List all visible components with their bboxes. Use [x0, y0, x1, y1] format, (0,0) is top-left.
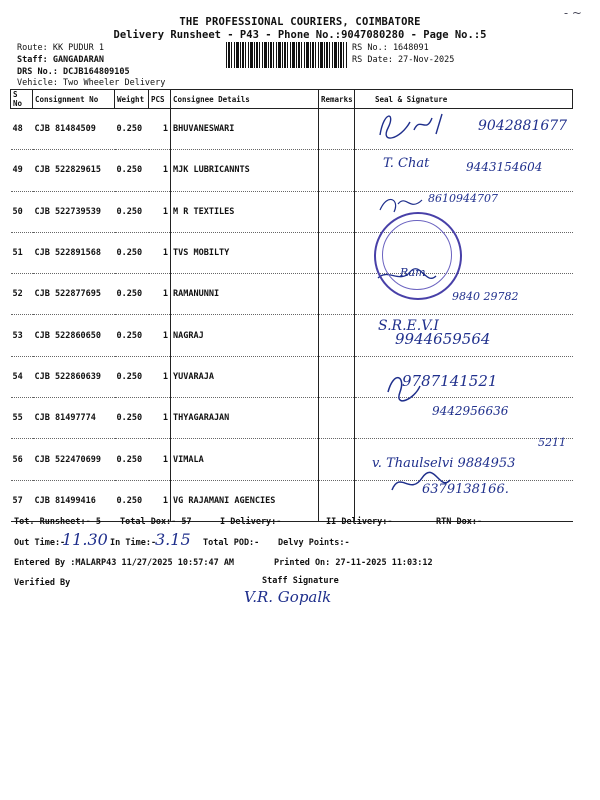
cell-consignee: MJK LUBRICANNTS — [171, 150, 319, 191]
delvy-points: Delvy Points:- — [278, 538, 350, 548]
total-pod: Total POD:- — [203, 538, 260, 548]
cell-sno: 57 — [11, 480, 33, 521]
col-pcs: PCS — [149, 90, 171, 109]
hw-name-49: T. Chat — [383, 156, 430, 171]
rs-number: RS No.: 1648091 — [352, 43, 429, 53]
cell-sno: 53 — [11, 315, 33, 356]
cell-cno: CJB 522891568 — [33, 232, 115, 273]
cell-remarks — [319, 150, 355, 191]
col-sno: S No — [11, 90, 33, 109]
cell-consignee: THYAGARAJAN — [171, 398, 319, 439]
cell-sno: 50 — [11, 191, 33, 232]
verified-by: Verified By — [14, 578, 71, 588]
cell-weight: 0.250 — [115, 232, 149, 273]
cell-cno: CJB 81497774 — [33, 398, 115, 439]
hw-phone-49: 9443154604 — [466, 160, 543, 174]
cell-cno: CJB 522860650 — [33, 315, 115, 356]
cell-weight: 0.250 — [115, 480, 149, 521]
cell-sno: 56 — [11, 439, 33, 480]
cell-pcs: 1 — [149, 150, 171, 191]
cell-cno: CJB 522829615 — [33, 150, 115, 191]
cell-sno: 51 — [11, 232, 33, 273]
i-delivery: I Delivery:- — [220, 517, 282, 527]
hw-phone-53: 9944659564 — [395, 330, 491, 348]
cell-cno: CJB 81484509 — [33, 109, 115, 150]
rs-date: RS Date: 27-Nov-2025 — [352, 55, 455, 65]
ii-delivery: II Delivery:- — [326, 517, 393, 527]
out-time-value: 11.30 — [62, 530, 108, 549]
hw-phone-55: 9442956636 — [432, 404, 509, 418]
cell-pcs: 1 — [149, 274, 171, 315]
cell-cno: CJB 522739539 — [33, 191, 115, 232]
runsheet-subtitle: Delivery Runsheet - P43 - Phone No.:9047080280 - Page No.:5 — [113, 29, 487, 41]
entered-by: Entered By :MALARP43 11/27/2025 10:57:47 AM — [14, 558, 235, 568]
cell-consignee: VG RAJAMANI AGENCIES — [171, 480, 319, 521]
barcode — [226, 42, 348, 68]
cell-consignee: YUVARAJA — [171, 356, 319, 397]
cell-consignee: TVS MOBILTY — [171, 232, 319, 273]
col-remarks: Remarks — [319, 90, 355, 109]
hw-phone-50: 8610944707 — [428, 192, 498, 205]
cell-pcs: 1 — [149, 480, 171, 521]
hw-note-56: 5211 — [538, 436, 566, 449]
cell-remarks — [319, 191, 355, 232]
cell-weight: 0.250 — [115, 398, 149, 439]
col-consignee: Consignee Details — [171, 90, 319, 109]
rtn-dox: RTN Dox:- — [436, 517, 483, 527]
out-time-label: Out Time:- — [14, 538, 66, 548]
col-signature: Seal & Signature — [355, 90, 573, 109]
cell-pcs: 1 — [149, 232, 171, 273]
cell-consignee: RAMANUNNI — [171, 274, 319, 315]
hw-phone-54: 9787141521 — [402, 372, 498, 390]
col-weight: Weight — [115, 90, 149, 109]
cell-consignee: BHUVANESWARI — [171, 109, 319, 150]
cell-weight: 0.250 — [115, 191, 149, 232]
staff-signature-value: V.R. Gopalk — [244, 588, 332, 606]
cell-sno: 52 — [11, 274, 33, 315]
cell-consignee: M R TEXTILES — [171, 191, 319, 232]
cell-pcs: 1 — [149, 398, 171, 439]
cell-pcs: 1 — [149, 439, 171, 480]
cell-sno: 54 — [11, 356, 33, 397]
hw-phone-57: 6379138166. — [422, 482, 509, 497]
tot-runsheet: Tot. Runsheet:- 5 — [14, 517, 101, 527]
staff-label: Staff: GANGADARAN — [17, 55, 104, 65]
cell-weight: 0.250 — [115, 109, 149, 150]
hw-phone-48: 9042881677 — [478, 118, 568, 134]
total-dox: Total Dox:- 57 — [120, 517, 192, 527]
cell-remarks — [319, 315, 355, 356]
cell-remarks — [319, 109, 355, 150]
cell-weight: 0.250 — [115, 274, 149, 315]
cell-remarks — [319, 480, 355, 521]
cell-cno: CJB 81499416 — [33, 480, 115, 521]
hw-name-53: S.R.E.V.I — [378, 318, 439, 334]
cell-pcs: 1 — [149, 109, 171, 150]
cell-remarks — [319, 356, 355, 397]
company-title: THE PROFESSIONAL COURIERS, COIMBATORE — [179, 16, 421, 28]
printed-on: Printed On: 27-11-2025 11:03:12 — [274, 558, 433, 568]
cell-pcs: 1 — [149, 191, 171, 232]
seal-stamp-inner — [382, 220, 452, 290]
in-time-label: In Time:- — [110, 538, 157, 548]
cell-consignee: NAGRAJ — [171, 315, 319, 356]
cell-pcs: 1 — [149, 356, 171, 397]
cell-remarks — [319, 439, 355, 480]
cell-weight: 0.250 — [115, 150, 149, 191]
staff-signature-label: Staff Signature — [262, 576, 339, 586]
cell-weight: 0.250 — [115, 356, 149, 397]
vehicle-label: Vehicle: Two Wheeler Delivery — [17, 78, 166, 88]
cell-remarks — [319, 398, 355, 439]
hw-name-56: v. Thaulselvi 9884953 — [372, 456, 516, 471]
drs-number: DRS No.: DCJB164809105 — [17, 67, 130, 77]
hw-phone-52: 9840 29782 — [452, 290, 519, 303]
cell-weight: 0.250 — [115, 315, 149, 356]
cell-cno: CJB 522470699 — [33, 439, 115, 480]
col-consignment: Consignment No — [33, 90, 115, 109]
cell-remarks — [319, 232, 355, 273]
cell-cno: CJB 522860639 — [33, 356, 115, 397]
cell-sno: 48 — [11, 109, 33, 150]
cell-consignee: VIMALA — [171, 439, 319, 480]
cell-pcs: 1 — [149, 315, 171, 356]
in-time-value: 3.15 — [155, 530, 191, 549]
cell-sno: 49 — [11, 150, 33, 191]
hw-name-52: Ram — [400, 266, 426, 279]
cell-cno: CJB 522877695 — [33, 274, 115, 315]
cell-sno: 55 — [11, 398, 33, 439]
cell-remarks — [319, 274, 355, 315]
route-label: Route: KK PUDUR 1 — [17, 43, 104, 53]
cell-weight: 0.250 — [115, 439, 149, 480]
corner-pen-mark: - ~ — [564, 6, 582, 20]
